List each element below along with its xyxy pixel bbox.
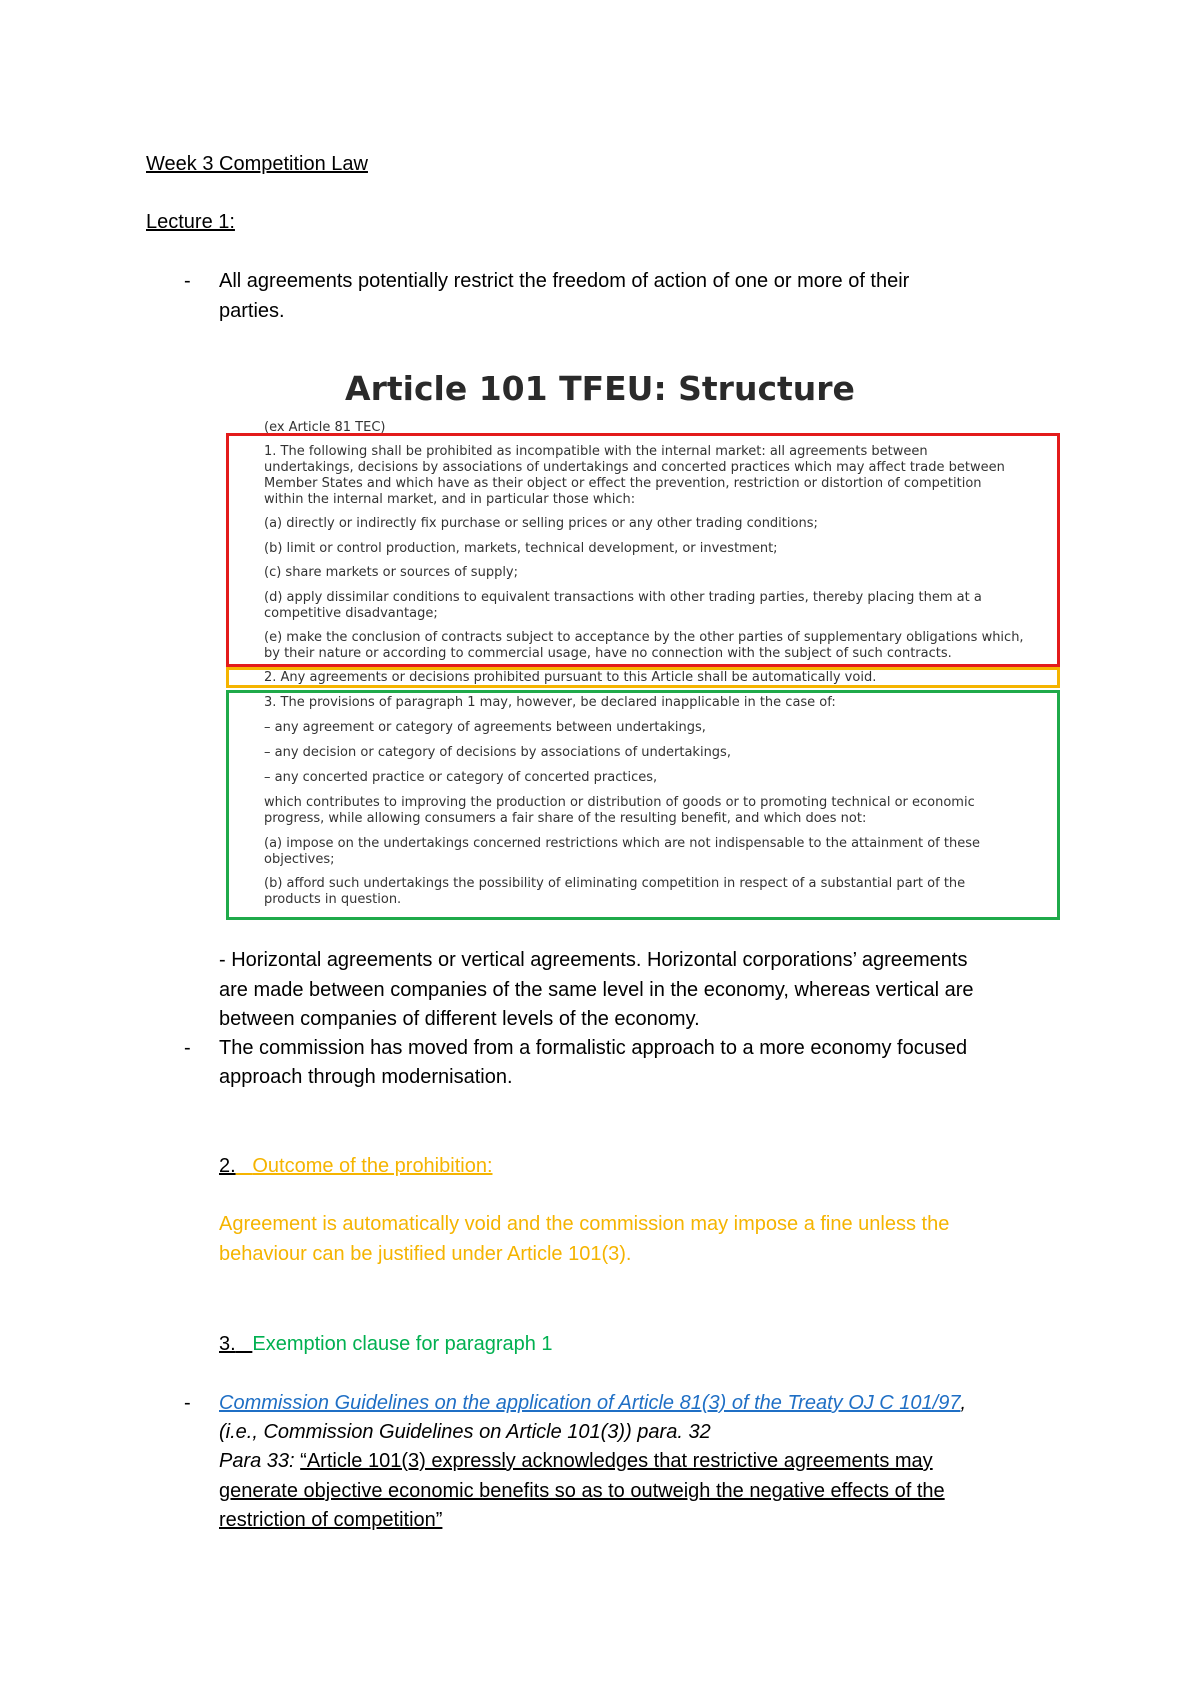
bullet-marker: - (184, 1037, 191, 1059)
para1-line: undertakings, decisions by associations of undertakings and concerted practices which may affect trade between (264, 460, 1005, 475)
bullet-marker: - (184, 270, 191, 292)
section2-number: 2. (219, 1155, 236, 1177)
para1-line: Member States and which have as their object or effect the prevention, restriction or distortion of competition (264, 476, 982, 491)
item-e-line: (e) make the conclusion of contracts subject to acceptance by the other parties of supplementary obligations which, (264, 630, 1024, 645)
item-b: (b) limit or control production, markets, technical development, or investment; (264, 541, 778, 556)
section2-title: Outcome of the prohibition: (252, 1155, 493, 1177)
item-c: (c) share markets or sources of supply; (264, 565, 519, 580)
para1-line: within the internal market, and in particular those which: (264, 492, 636, 507)
bullet3-quote-line1 (219, 1447, 933, 1475)
bullet3-quote-line3: restriction of competition” (219, 1509, 443, 1531)
para2: 2. Any agreements or decisions prohibited pursuant to this Article shall be automatically void. (264, 670, 877, 685)
para1-line: 1. The following shall be prohibited as incompatible with the internal market: all agreements between (264, 444, 928, 459)
horizontal-line3: between companies of different levels of the economy. (219, 1008, 700, 1030)
figure-subtitle: (ex Article 81 TEC) (264, 420, 386, 435)
bullet1-line1: All agreements potentially restrict the freedom of action of one or more of their (219, 270, 910, 292)
bullet2-line1: The commission has moved from a formalistic approach to a more economy focused (219, 1037, 968, 1059)
para3-b-line: (b) afford such undertakings the possibility of eliminating competition in respect of a substantial part of the (264, 876, 966, 891)
figure-title: Article 101 TFEU: Structure (345, 369, 855, 408)
bullet1-line2: parties. (219, 300, 285, 322)
para3-dash: – any decision or category of decisions by associations of undertakings, (264, 745, 731, 760)
bullet3-quote-line2: generate objective economic benefits so as to outweigh the negative effects of the (219, 1480, 945, 1502)
section2-line1: Agreement is automatically void and the commission may impose a fine unless the (219, 1213, 950, 1235)
bullet-marker: - (184, 1392, 191, 1414)
para3: 3. The provisions of paragraph 1 may, however, be declared inapplicable in the case of: (264, 695, 836, 710)
para3-dash: – any agreement or category of agreements between undertakings, (264, 720, 706, 735)
section2-heading (219, 1152, 493, 1180)
link-comma: , (960, 1392, 967, 1414)
para3-b-line: products in question. (264, 892, 402, 907)
item-d-line: competitive disadvantage; (264, 606, 438, 621)
bullet3-line2: (i.e., Commission Guidelines on Article 101(3)) para. 32 (219, 1421, 711, 1443)
section3-number: 3. (219, 1333, 236, 1355)
page-title: Week 3 Competition Law (146, 153, 368, 175)
horizontal-line2: are made between companies of the same level in the economy, whereas vertical are (219, 979, 974, 1001)
para3-which-line: progress, while allowing consumers a fair share of the resulting benefit, and which does not: (264, 811, 867, 826)
para3-which-line: which contributes to improving the production or distribution of goods or to promoting technical or economic (264, 795, 975, 810)
para3-dash: – any concerted practice or category of concerted practices, (264, 770, 658, 785)
para3-a-line: (a) impose on the undertakings concerned restrictions which are not indispensable to the attainment of these (264, 836, 980, 851)
section3-title: Exemption clause for paragraph 1 (252, 1333, 553, 1355)
horizontal-line1: - Horizontal agreements or vertical agreements. Horizontal corporations’ agreements (219, 949, 968, 971)
item-e-line: by their nature or according to commercial usage, have no connection with the subject of such contracts. (264, 646, 952, 661)
section3-heading (219, 1330, 553, 1358)
guidelines-link[interactable]: Commission Guidelines on the application of Article 81(3) of the Treaty OJ C 101/97 (219, 1392, 961, 1414)
item-d-line: (d) apply dissimilar conditions to equivalent transactions with other trading parties, thereby placing them at a (264, 590, 982, 605)
bullet3-line1 (219, 1389, 966, 1417)
lecture-heading: Lecture 1: (146, 211, 235, 233)
section2-line2: behaviour can be justified under Article 101(3). (219, 1243, 632, 1265)
bullet2-line2: approach through modernisation. (219, 1066, 513, 1088)
para3-a-line: objectives; (264, 852, 335, 867)
quote-text: “Article 101(3) expressly acknowledges that restrictive agreements may (300, 1450, 933, 1472)
para33-label: Para 33: (219, 1450, 301, 1472)
item-a: (a) directly or indirectly fix purchase or selling prices or any other trading conditions; (264, 516, 818, 531)
